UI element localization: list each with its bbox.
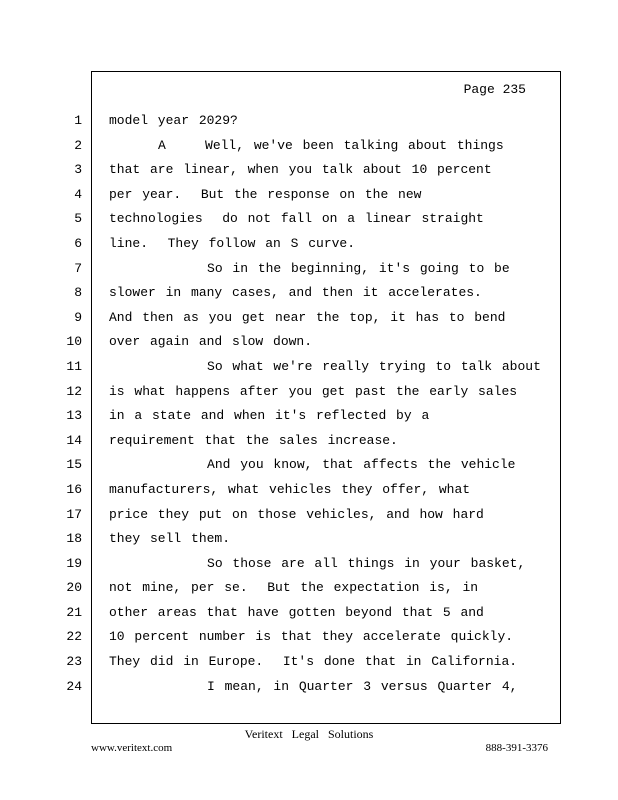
line-text: A Well, we've been talking about things: [109, 137, 504, 153]
line-number: 5: [74, 211, 82, 227]
line-text: I mean, in Quarter 3 versus Quarter 4,: [109, 678, 518, 694]
transcript-line: [0, 478, 618, 503]
line-number: 3: [74, 162, 82, 178]
line-text: manufacturers, what vehicles they offer, what: [109, 481, 471, 497]
transcript-line: [0, 527, 618, 552]
transcript-line: [0, 232, 618, 257]
line-number: 20: [66, 580, 82, 596]
line-text: They did in Europe. It's done that in California.: [109, 654, 518, 670]
transcript-line: [0, 109, 618, 134]
footer-website: www.veritext.com: [91, 742, 173, 754]
line-number: 10: [66, 334, 82, 350]
line-number: 12: [66, 383, 82, 399]
line-text: So what we're really trying to talk about: [109, 358, 541, 374]
transcript-line: [0, 134, 618, 159]
transcript-line: [0, 625, 618, 650]
line-number: 21: [66, 604, 82, 620]
line-text: requirement that the sales increase.: [109, 432, 398, 448]
line-text: model year 2029?: [109, 113, 238, 128]
transcript-line: [0, 552, 618, 577]
transcript-line: [0, 306, 618, 331]
transcript-line: [0, 429, 618, 454]
line-number: 8: [74, 285, 82, 301]
line-text: line. They follow an S curve.: [109, 235, 356, 251]
line-number: 11: [66, 358, 82, 374]
line-number: 22: [66, 629, 82, 645]
line-number: 17: [66, 506, 82, 522]
line-number: 18: [66, 531, 82, 547]
transcript-line: [0, 453, 618, 478]
transcript-line: [0, 207, 618, 232]
line-number: 16: [66, 481, 82, 497]
transcript-line: [0, 601, 618, 626]
line-text: per year. But the response on the new: [109, 186, 422, 202]
line-number: 13: [66, 408, 82, 424]
line-text: over again and slow down.: [109, 334, 313, 350]
line-text: in a state and when it's reflected by a: [109, 408, 430, 424]
transcript-line: [0, 404, 618, 429]
transcript-line: [0, 650, 618, 675]
line-number: 19: [66, 555, 82, 571]
line-text: technologies do not fall on a linear straight: [109, 211, 484, 227]
line-text: So those are all things in your basket,: [109, 555, 526, 571]
line-number: 7: [74, 260, 82, 276]
footer-phone: 888-391-3376: [485, 742, 548, 754]
line-text: not mine, per se. But the expectation is, in: [109, 580, 479, 596]
line-number: 1: [74, 113, 82, 128]
transcript-line: [0, 503, 618, 528]
transcript-line: [0, 675, 618, 700]
line-number: 23: [66, 654, 82, 670]
transcript-line: [0, 158, 618, 183]
transcript-line: [0, 355, 618, 380]
line-text: 10 percent number is that they accelerate quickly.: [109, 629, 514, 645]
transcript-line: [0, 281, 618, 306]
page-number: Page 235: [463, 82, 526, 97]
line-text: price they put on those vehicles, and how hard: [109, 506, 484, 522]
line-text: they sell them.: [109, 531, 231, 547]
line-text: that are linear, when you talk about 10 percent: [109, 162, 492, 178]
line-text: is what happens after you get past the early sales: [109, 383, 518, 399]
transcript-line: [0, 576, 618, 601]
line-number: 15: [66, 457, 82, 473]
transcript-line: [0, 330, 618, 355]
line-text: And you know, that affects the vehicle: [109, 457, 516, 473]
line-text: And then as you get near the top, it has to bend: [109, 309, 506, 325]
line-text: So in the beginning, it's going to be: [109, 260, 510, 276]
line-text: slower in many cases, and then it accelerates.: [109, 285, 482, 301]
footer-company: Veritext Legal Solutions: [244, 727, 374, 741]
line-number: 2: [74, 137, 82, 153]
line-number: 14: [66, 432, 82, 448]
transcript-lines: [0, 109, 618, 699]
line-number: 24: [66, 678, 82, 694]
line-number: 4: [74, 186, 82, 202]
line-number: 9: [74, 309, 82, 325]
transcript-line: [0, 380, 618, 405]
transcript-line: [0, 183, 618, 208]
line-number: 6: [74, 235, 82, 251]
line-text: other areas that have gotten beyond that 5 and: [109, 604, 484, 620]
transcript-line: [0, 257, 618, 282]
